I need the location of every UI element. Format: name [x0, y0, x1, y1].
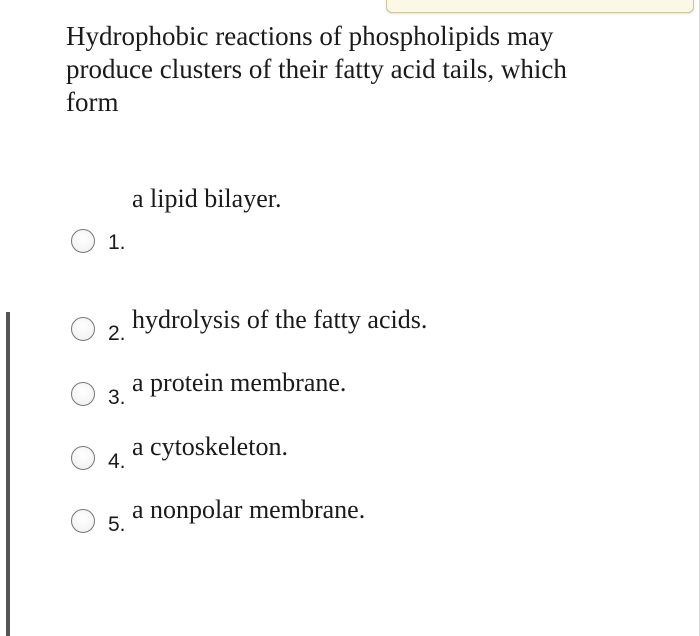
option-2-number: 2.: [108, 322, 126, 345]
option-3-number: 3.: [108, 386, 126, 409]
tooltip-box: [386, 0, 694, 13]
option-2-text: hydrolysis of the fatty acids.: [132, 305, 428, 334]
question-text: Hydrophobic reactions of phospholipids may produce clusters of their fatty acid tails, which form: [66, 21, 567, 117]
option-5-radio[interactable]: [71, 509, 95, 533]
option-4-text: a cytoskeleton.: [132, 432, 288, 461]
option-5-text: a nonpolar membrane.: [132, 495, 366, 524]
option-1-number: 1.: [108, 231, 126, 254]
option-3-text: a protein membrane.: [132, 368, 347, 397]
option-4-number: 4.: [108, 450, 126, 473]
option-5-number: 5.: [108, 513, 126, 536]
left-scroll-rail[interactable]: [6, 312, 10, 636]
option-3-radio[interactable]: [71, 382, 95, 406]
option-1-text: a lipid bilayer.: [132, 184, 282, 213]
option-1-radio[interactable]: [71, 229, 95, 253]
option-4-radio[interactable]: [71, 446, 95, 470]
option-2-radio[interactable]: [71, 317, 95, 341]
